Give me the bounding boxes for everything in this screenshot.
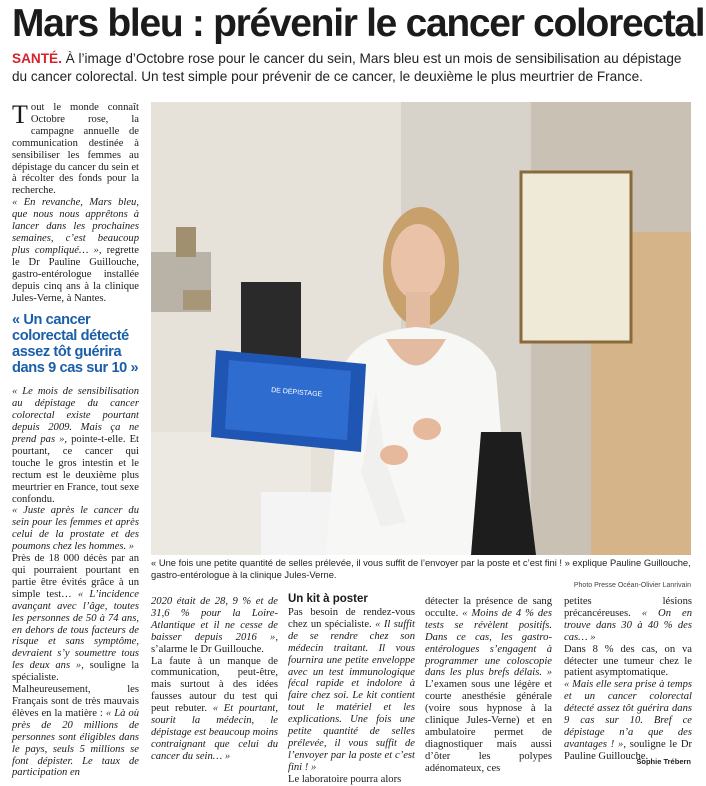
author-signature: Sophie Trébern — [636, 757, 691, 766]
col1-p1: out le monde connaît Octobre rose, la campagne annuelle de communication destinée à sensibiliser les femmes au dépistage du cancer du sein et à récolter des fonds pour la recherche. — [12, 102, 139, 197]
standfirst-text: À l’image d’Octobre rose pour le cancer du sein, Mars bleu est un mois de sensibilisation au dépistage du cancer colorectal. Un test simple pour prévenir de ce cancer, le deuxième le plus meurtrier de France. — [12, 51, 682, 84]
kit-label: DE DÉPISTAGE — [270, 387, 323, 399]
col1-p3-quote: « Le mois de sensibilisation au dépistage du cancer colorectal existe pourtant depuis 2009. Mais ça ne prend pas » — [12, 386, 139, 446]
kicker-sante: SANTÉ. — [12, 51, 62, 66]
col2-p2-quote: « Et pourtant, sourit la médecin, le dépistage est beaucoup moins contraignant que celui du cancer du sein… » — [151, 703, 278, 762]
col1-p2-rest: , regrette le Dr Pauline Guillouche, gastro-entérologue installée depuis cinq ans à la clinique Jules-Verne, à Nantes. — [12, 244, 139, 304]
col1-p5-rest: , souligne la spécialiste. — [12, 660, 139, 684]
col1-p3-rest: , pointe-t-elle. Et pourtant, ce cancer qui touche le gros intestin et le rectum est le deuxième plus meurtrier en France, tout sexe confondu. — [12, 434, 139, 505]
col5-p3-rest: , souligne le Dr Pauline Guillouche. — [564, 738, 693, 762]
subhead-kit: Un kit à poster — [288, 593, 368, 605]
col4-p1-rest: L’examen sous une légère et courte anesthésie générale (voire sous hypnose à la clinique Jules-Verne) et en ambulatoire permet de diagnostiquer mais aussi d’ôter les polypes adénomateux, ces — [425, 679, 552, 774]
col4-p1-quote: « Moins de 4 % des tests se révèlent positifs. Dans ce cas, les gastro-entérologues s’engagent à programmer une coloscopie dans les plus brefs délais. » — [425, 607, 553, 679]
col5-p1-quote: « On en trouve dans 30 à 40 % des cas… » — [564, 607, 693, 643]
col5-p3-quote: « Mais elle sera prise à temps et un cancer colorectal détecté assez tôt guérira dans 9 cas sur 10. Bref ce dépistage n’a que des avantages ! » — [564, 679, 692, 750]
article-photo — [151, 102, 691, 555]
article-column-5 — [564, 596, 692, 763]
col2-p1-quote: 2020 était de 28, 9 % et de 31,6 % pour la Loire-Atlantique et il ne cesse de baisser depuis 2016 » — [151, 596, 278, 643]
col3-p1-quote: « Il suffit de se rendre chez son médecin traitant. Il vous fournira une petite enveloppe avec un test immunologique fécal rapide et indolore à faire chez soi. Le kit contient tout le matériel et les explications. Une fois une petite quantité de selles prélevée, il vous suffit de l’envoyer par la poste et c’est fini ! » — [288, 618, 415, 773]
col5-p1: petites lésions précancéreuses. — [564, 596, 692, 619]
col1-p5-quote: « L’incidence avançant avec l’âge, toutes les personnes de 50 à 74 ans, en dehors de tous facteurs de risque et sans symptôme, devraient s’y soumettre tous les deux ans » — [12, 588, 139, 672]
photo-caption: « Une fois une petite quantité de selles prélevée, il vous suffit de l’envoyer par la poste et c’est fini ! » explique Pauline Guillouche, gastro-entérologue à la clinique Jules-Verne. — [151, 557, 691, 580]
photo-illustration — [151, 102, 691, 555]
article-column-2 — [151, 596, 278, 763]
col1-p5: Près de 18 000 décès par an qui pourraient pourtant en partie être évités grâce à un simple test… — [12, 553, 139, 600]
col1-p6: Malheureusement, les Français sont de très mauvais élèves en la matière : — [12, 684, 139, 719]
col4-p1: détecter la présence de sang occulte. — [425, 596, 552, 619]
col5-p2: Dans 8 % des cas, on va détecter une tumeur chez le patient asymptomatique. — [564, 643, 692, 679]
col3-p2: Le laboratoire pourra alors — [288, 773, 402, 785]
col2-p2: La faute à un manque de communication, peut-être, mais surtout à des idées fausses autour du test qui peut rebuter. — [151, 655, 278, 715]
article-column-1 — [12, 102, 139, 779]
headline: Mars bleu : prévenir le cancer colorectal — [12, 2, 705, 45]
col2-p1-rest: , s’alarme le Dr Guillouche. — [151, 631, 278, 655]
pull-quote: « Un cancer colorectal détecté assez tôt guérira dans 9 cas sur 10 » — [12, 312, 139, 377]
drop-cap: T — [12, 100, 28, 129]
article-column-4 — [425, 596, 552, 775]
article-column-3 — [288, 592, 415, 786]
col3-p1: Pas besoin de rendez-vous chez un spécialiste. — [288, 607, 415, 630]
photo-credit: Photo Presse Océan-Olivier Lanrivain — [573, 582, 691, 589]
col1-p6-quote: « Là où près de 20 millions de personnes sont éligibles dans le pays, seuls 5 millions se font dépister. Le taux de participation en — [12, 707, 139, 779]
standfirst — [12, 50, 696, 86]
col1-p2-quote: « En revanche, Mars bleu, que nous nous apprêtons à lancer dans les prochaines semaines, c’est beaucoup plus compliqué… » — [12, 197, 139, 256]
col1-p4-quote: « Juste après le cancer du sein pour les femmes et après celui de la prostate et des poumons chez les hommes. » — [12, 505, 139, 553]
